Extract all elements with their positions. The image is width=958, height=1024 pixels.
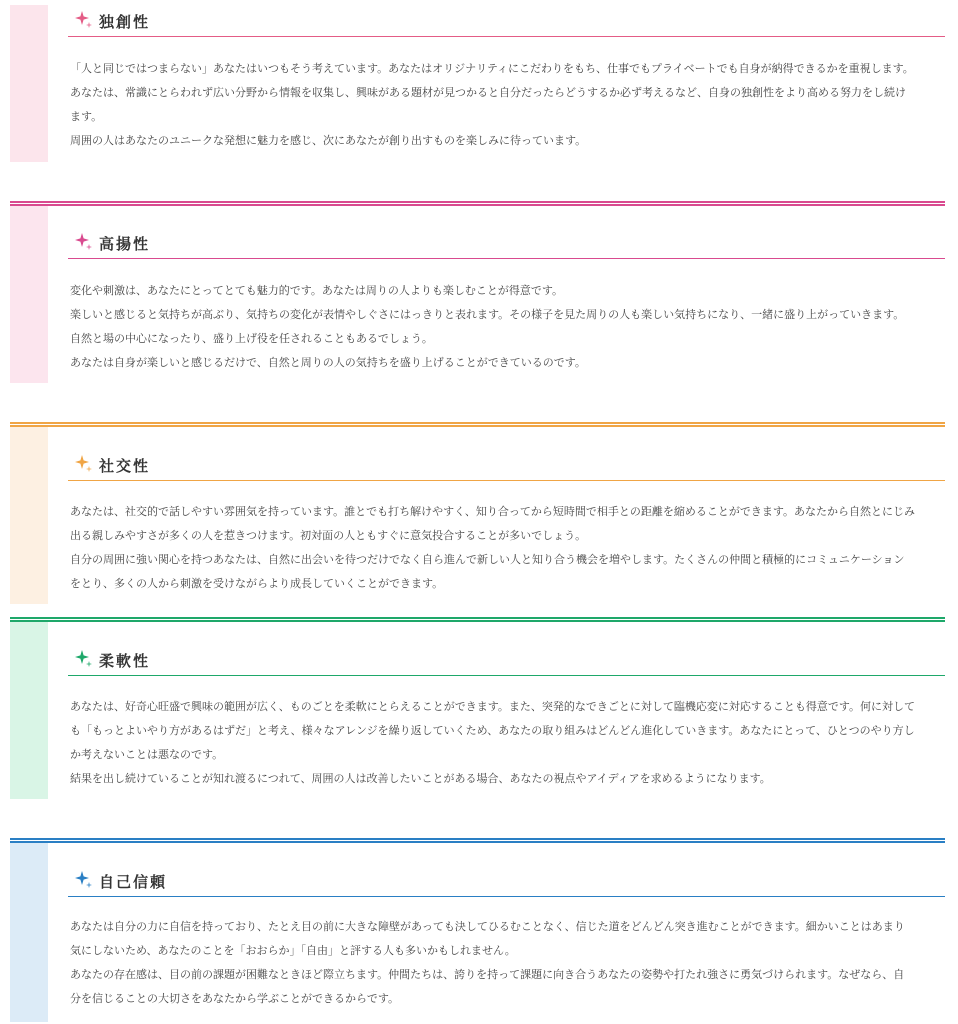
body-paragraph: あなたは、社交的で話しやすい雰囲気を持っています。誰とでも打ち解けやすく、知り合ってから短時間で相手との距離を縮めることができます。あなたから自然とにじみ出る親しみやすさが多くの人を惹きつけます。初対面の人ともすぐに意気投合することが多いでしょう。 [70,505,916,542]
section-title: 自己信頼 [99,873,168,891]
sparkle-icon [74,10,94,30]
sparkle-icon [74,454,94,474]
sparkle-icon [74,232,94,252]
section-divider [10,617,945,622]
section-title: 高揚性 [99,235,151,253]
section-color-stripe [10,843,48,1022]
section-heading [68,8,945,37]
trait-section-excitement [10,201,945,386]
section-heading [68,647,945,676]
trait-section-originality [10,0,945,165]
section-color-stripe [10,206,48,383]
body-paragraph: 楽しいと感じると気持ちが高ぶり、気持ちの変化が表情やしぐさにはっきりと表れます。その様子を見た周りの人も楽しい気持ちになり、一緒に盛り上がっていきます。自然と場の中心になったり、盛り上げ役を任されることもあるでしょう。 [70,308,905,345]
section-divider [10,838,945,843]
section-body [70,500,915,596]
body-paragraph: 変化や刺激は、あなたにとってとても魅力的です。あなたは周りの人よりも楽しむことが得意です。 [70,284,564,297]
body-paragraph: あなたは、好奇心旺盛で興味の範囲が広く、ものごとを柔軟にとらえることができます。また、突発的なできごとに対して臨機応変に対応することも得意です。何に対しても「もっとよいやり方があるはずだ」と考え、様々なアレンジを繰り返していくため、あなたの取り組みはどんどん進化していきます。あなたにとって、ひとつのやり方しか考えないことは悪なのです。 [70,700,916,761]
section-heading [68,230,945,259]
body-paragraph: あなたの存在感は、目の前の課題が困難なときほど際立ちます。仲間たちは、誇りを持って課題に向き合うあなたの姿勢や打たれ強さに勇気づけられます。なぜなら、自分を信じることの大切さをあなたから学ぶことができるからです。 [70,968,905,1005]
section-body [70,915,915,1011]
body-paragraph: 自分の周囲に強い関心を持つあなたは、自然に出会いを待つだけでなく自ら進んで新しい人と知り合う機会を増やします。たくさんの仲間と積極的にコミュニケーションをとり、多くの人から刺激を受けながらより成長していくことができます。 [70,553,905,590]
section-title: 柔軟性 [99,652,151,670]
body-paragraph: 周囲の人はあなたのユニークな発想に魅力を感じ、次にあなたが創り出すものを楽しみに待っています。 [70,134,587,147]
section-color-stripe [10,5,48,162]
body-paragraph: 「人と同じではつまらない」あなたはいつもそう考えています。あなたはオリジナリティにこだわりをもち、仕事でもプライベートでも自身が納得できるかを重視します。あなたは、常識にとらわれず広い分野から情報を収集し、興味がある題材が見つかると自分だったらどうするか必ず考えるなど、自身の独創性をより高める努力をし続けます。 [70,62,914,123]
section-heading [68,452,945,481]
section-color-stripe [10,622,48,799]
body-paragraph: あなたは自身が楽しいと感じるだけで、自然と周りの人の気持ちを盛り上げることができているのです。 [70,356,586,369]
trait-section-sociability [10,422,945,607]
body-paragraph: 結果を出し続けていることが知れ渡るにつれて、周囲の人は改善したいことがある場合、あなたの視点やアイディアを求めるようになります。 [70,772,771,785]
trait-section-self-confidence [10,838,945,1024]
section-divider [10,201,945,206]
section-title: 社交性 [99,457,151,475]
section-body [70,57,915,153]
section-body [70,695,915,791]
section-divider [10,422,945,427]
body-paragraph: あなたは自分の力に自信を持っており、たとえ目の前に大きな障壁があっても決してひるむことなく、信じた道をどんどん突き進むことができます。細かいことはあまり気にしないため、あなたのことを「おおらか」「自由」と評する人も多いかもしれません。 [70,920,905,957]
trait-section-flexibility [10,617,945,802]
sparkle-icon [74,870,94,890]
section-body [70,279,915,375]
section-color-stripe [10,427,48,604]
section-heading [68,868,945,897]
section-title: 独創性 [99,13,151,31]
sparkle-icon [74,649,94,669]
